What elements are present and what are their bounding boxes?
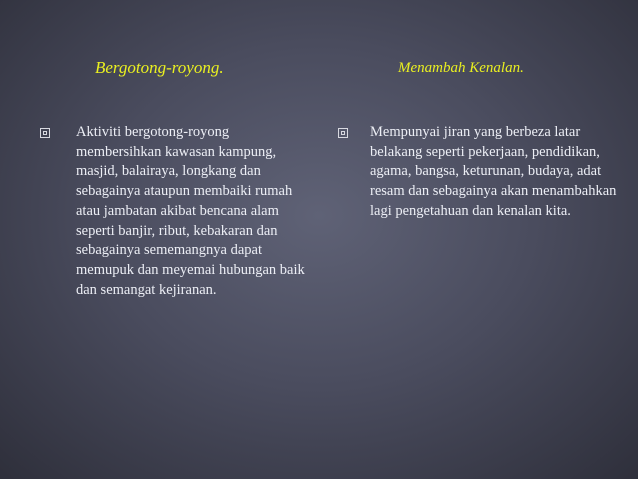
- square-bullet-icon: [338, 128, 348, 138]
- left-column-title: Bergotong-royong.: [95, 58, 224, 77]
- right-bullet-text: Mempunyai jiran yang berbeza latar belakang seperti pekerjaan, pendidikan, agama, bangsa, keturunan, budaya, adat resam dan sebagainya akan menambahkan lagi pengetahuan dan kenalan kita.: [370, 124, 617, 219]
- left-bullet-text: Aktiviti bergotong-royong membersihkan kawasan kampung, masjid, balairaya, longkang dan sebagainya ataupun membaiki rumah atau jambatan akibat bencana alam seperti banjir, ribut, kebakaran dan sebagainya sememangnya dapat memupuk dan meyemai hubungan baik dan semangat kejiranan.: [76, 124, 305, 298]
- right-bullet-item: [338, 123, 620, 222]
- left-bullet-item: [40, 123, 312, 300]
- right-column-title: Menambah Kenalan.: [398, 60, 524, 76]
- square-bullet-icon: [40, 128, 50, 138]
